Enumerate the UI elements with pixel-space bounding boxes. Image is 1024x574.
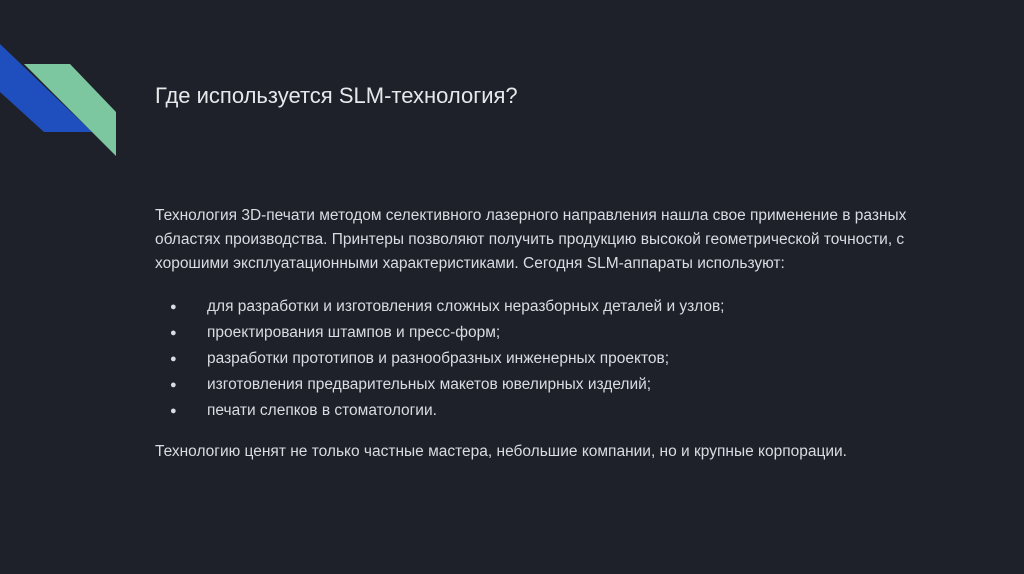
outro-paragraph: Технологию ценят не только частные мастера, небольшие компании, но и крупные корпорации. (155, 443, 847, 460)
list-item (155, 398, 915, 424)
bullet-icon: ● (170, 405, 177, 417)
bullet-icon: ● (170, 379, 177, 391)
bullet-list (155, 294, 915, 424)
slide-body (155, 204, 915, 464)
slide-title: Где используется SLM-технология? (155, 83, 518, 108)
corner-stripes-decoration (0, 0, 120, 160)
bullet-icon: ● (170, 301, 177, 313)
bullet-icon: ● (170, 327, 177, 339)
bullet-text: для разработки и изготовления сложных неразборных деталей и узлов; (207, 298, 725, 315)
bullet-text: изготовления предварительных макетов ювелирных изделий; (207, 376, 652, 393)
bullet-icon: ● (170, 353, 177, 365)
intro-paragraph: Технология 3D-печати методом селективного лазерного направления нашла свое применение в разных областях производства. Принтеры позволяют получить продукцию высокой геометрической точности, с хорошими эксплуатационными характеристиками. Сегодня SLM-аппараты используют: (155, 207, 907, 272)
bullet-text: разработки прототипов и разнообразных инженерных проектов; (207, 350, 670, 367)
list-item (155, 320, 915, 346)
bullet-text: печати слепков в стоматологии. (207, 402, 437, 419)
list-item (155, 294, 915, 320)
list-item (155, 346, 915, 372)
bullet-text: проектирования штампов и пресс-форм; (207, 324, 501, 341)
list-item (155, 372, 915, 398)
